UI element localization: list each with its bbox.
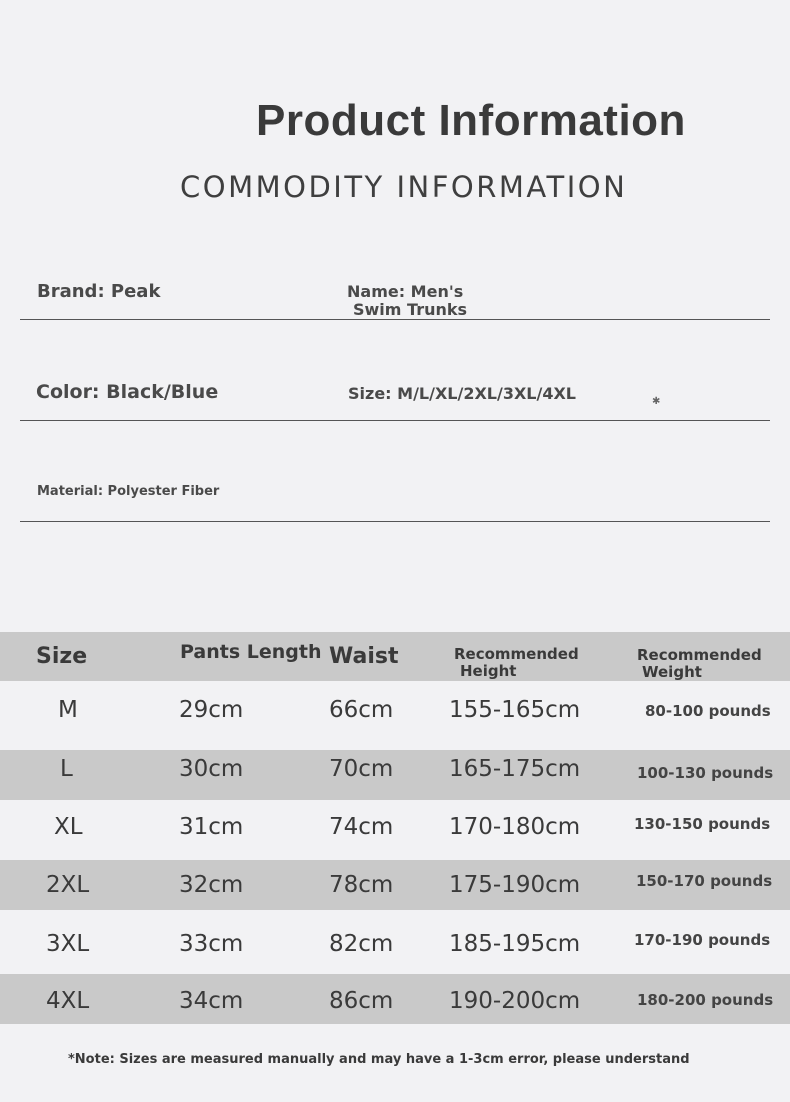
divider (20, 521, 770, 522)
cell-height: 170-180cm (449, 814, 581, 840)
cell-waist: 86cm (329, 988, 394, 1014)
header-weight-line1: Recommended (637, 646, 762, 664)
cell-length: 29cm (179, 697, 244, 723)
divider (20, 420, 770, 421)
table-row (0, 750, 790, 800)
header-weight-line2: Weight (642, 663, 702, 681)
header-pants-length: Pants Length (180, 641, 322, 663)
product-name-line1: Name: Men's (347, 282, 464, 301)
header-weight (637, 647, 762, 681)
product-name-line2: Swim Trunks (353, 300, 468, 319)
color-label: Color: Black/Blue (36, 381, 219, 403)
cell-weight: 80-100 pounds (645, 702, 771, 720)
cell-size: 3XL (46, 931, 90, 957)
cell-weight: 180-200 pounds (637, 991, 774, 1009)
product-name (347, 283, 467, 319)
cell-length: 32cm (179, 872, 244, 898)
cell-length: 31cm (179, 814, 244, 840)
cell-size: M (58, 697, 78, 723)
table-row (0, 681, 790, 750)
stray-mark: ✱ (652, 396, 661, 407)
material-label: Material: Polyester Fiber (37, 484, 220, 499)
header-height-line1: Recommended (454, 645, 579, 663)
cell-weight: 100-130 pounds (637, 764, 774, 782)
size-label: Size: M/L/XL/2XL/3XL/4XL (348, 384, 576, 403)
table-row (0, 910, 790, 974)
table-row (0, 860, 790, 910)
divider (20, 319, 770, 320)
cell-size: 2XL (46, 872, 90, 898)
header-waist: Waist (329, 644, 399, 669)
cell-size: XL (54, 814, 83, 840)
header-height (454, 646, 579, 680)
cell-length: 33cm (179, 931, 244, 957)
cell-weight: 150-170 pounds (636, 872, 773, 890)
cell-height: 190-200cm (449, 988, 581, 1014)
cell-waist: 74cm (329, 814, 394, 840)
cell-size: L (60, 756, 73, 782)
cell-waist: 70cm (329, 756, 394, 782)
cell-length: 34cm (179, 988, 244, 1014)
cell-weight: 130-150 pounds (634, 815, 771, 833)
page-subtitle: COMMODITY INFORMATION (180, 170, 628, 204)
cell-size: 4XL (46, 988, 90, 1014)
header-size: Size (36, 644, 88, 669)
measurement-note: *Note: Sizes are measured manually and may have a 1-3cm error, please understand (68, 1052, 690, 1067)
page-title: Product Information (256, 96, 686, 145)
brand-label: Brand: Peak (37, 281, 161, 302)
table-row (0, 974, 790, 1024)
cell-height: 175-190cm (449, 872, 581, 898)
header-height-line2: Height (460, 662, 517, 680)
table-row (0, 800, 790, 860)
cell-weight: 170-190 pounds (634, 931, 771, 949)
cell-length: 30cm (179, 756, 244, 782)
cell-waist: 66cm (329, 697, 394, 723)
table-header-row (0, 632, 790, 681)
cell-height: 155-165cm (449, 697, 581, 723)
cell-waist: 82cm (329, 931, 394, 957)
cell-height: 165-175cm (449, 756, 581, 782)
cell-height: 185-195cm (449, 931, 581, 957)
cell-waist: 78cm (329, 872, 394, 898)
